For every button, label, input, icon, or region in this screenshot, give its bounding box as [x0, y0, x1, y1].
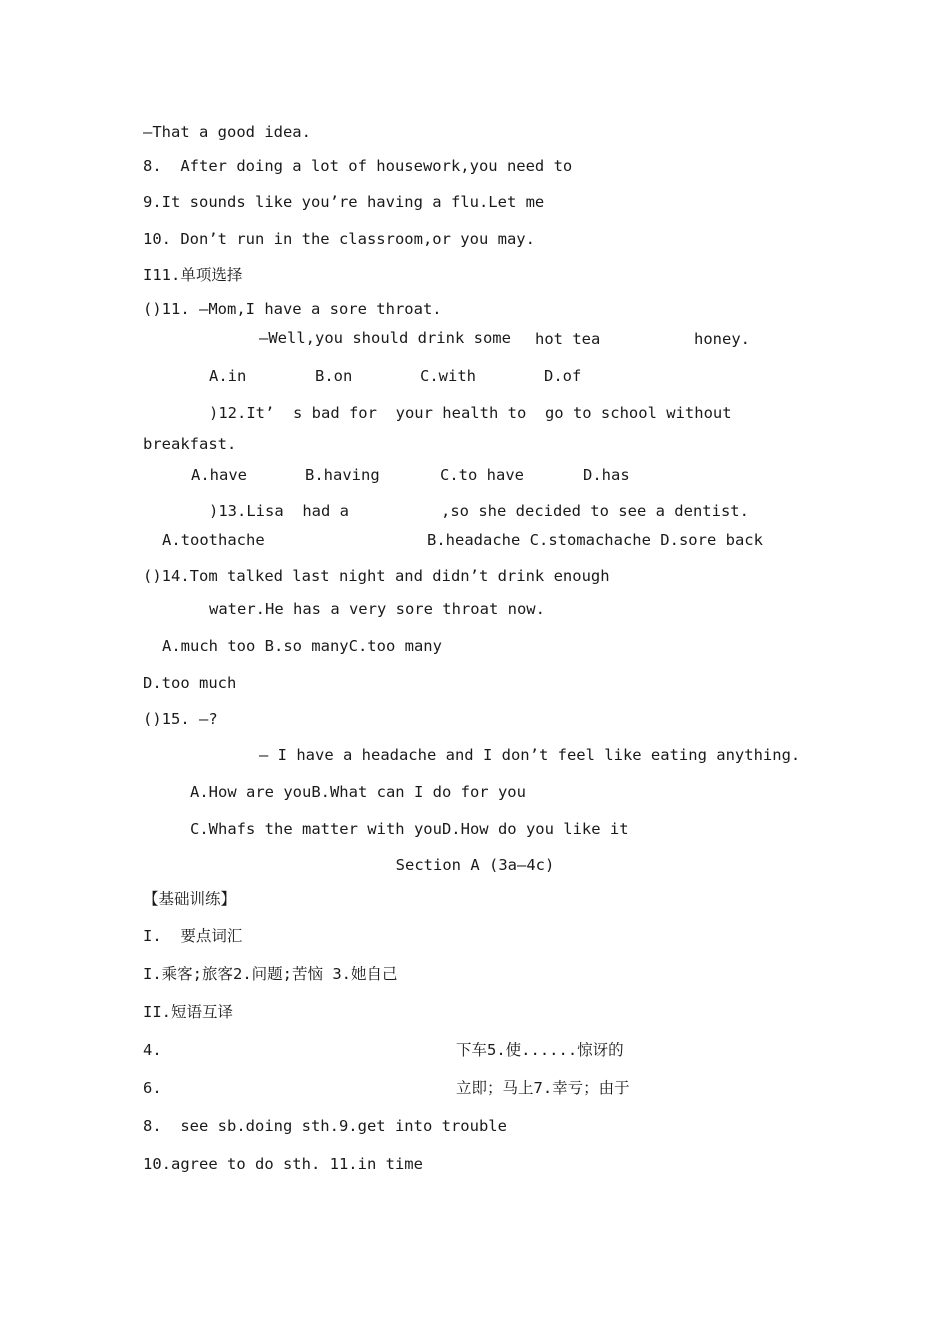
phrase-answers-10-11: 10.agree to do sth. 11.in time	[143, 1155, 423, 1173]
option-12-d: D.has	[583, 466, 630, 484]
question-14-continued: water.He has a very sore throat now.	[209, 600, 545, 618]
question-12-continued: breakfast.	[143, 435, 237, 453]
section-title: Section A (3a—4c)	[395, 856, 555, 874]
option-12-b: B.having	[305, 466, 380, 484]
section-heading-multiple-choice: I11.单项选择	[143, 266, 243, 284]
option-11-a: A.in	[209, 367, 247, 385]
phrase-answers-4-5: 下车5.使......惊讶的	[456, 1041, 624, 1059]
question-11-reply-end: honey.	[694, 330, 750, 348]
heading-phrase-translation: II.短语互译	[143, 1003, 233, 1021]
option-12-a: A.have	[191, 466, 247, 484]
vocabulary-answers: I.乘客;旅客2.问题;苦恼 3.她自己	[143, 965, 398, 983]
phrase-answers-6-7: 立即；马上7.幸亏；由于	[456, 1079, 630, 1097]
question-11-reply: —Well,you should drink some	[259, 329, 511, 347]
question-13: )13.Lisa had a	[209, 502, 349, 520]
question-9: 9.It sounds like you’re having a flu.Let me	[143, 193, 545, 211]
phrase-number-4: 4.	[143, 1041, 162, 1059]
option-11-d: D.of	[544, 367, 582, 385]
phrase-number-6: 6.	[143, 1079, 162, 1097]
heading-basic-training: 【基础训练】	[143, 890, 237, 908]
option-14-abc: A.much too B.so manyC.too many	[162, 637, 442, 655]
answer-line-7: —That a good idea.	[143, 123, 311, 141]
option-11-b: B.on	[315, 367, 353, 385]
option-15-cd: C.Whafs the matter with youD.How do you like it	[190, 820, 629, 838]
question-10: 10. Don’t run in the classroom,or you may.	[143, 230, 535, 248]
question-8: 8. After doing a lot of housework,you need to	[143, 157, 573, 175]
question-13-continued: ,so she decided to see a dentist.	[441, 502, 749, 520]
option-13-bcd: B.headache C.stomachache D.sore back	[427, 531, 763, 549]
option-11-c: C.with	[420, 367, 476, 385]
question-14: ()14.Tom talked last night and didn’t drink enough	[143, 567, 610, 585]
phrase-answers-8-9: 8. see sb.doing sth.9.get into trouble	[143, 1117, 507, 1135]
question-12: )12.It’ s bad for your health to go to school without	[209, 404, 732, 422]
heading-key-vocabulary: I. 要点词汇	[143, 927, 243, 945]
option-15-ab: A.How are youB.What can I do for you	[190, 783, 526, 801]
option-14-d: D.too much	[143, 674, 237, 692]
option-12-c: C.to have	[440, 466, 524, 484]
question-11-reply-part: hot tea	[535, 330, 601, 348]
question-15-reply: — I have a headache and I don’t feel like eating anything.	[259, 746, 801, 764]
question-15: ()15. —?	[143, 710, 218, 728]
option-13-a: A.toothache	[162, 531, 265, 549]
question-11-prompt: ()11. —Mom,I have a sore throat.	[143, 300, 442, 318]
